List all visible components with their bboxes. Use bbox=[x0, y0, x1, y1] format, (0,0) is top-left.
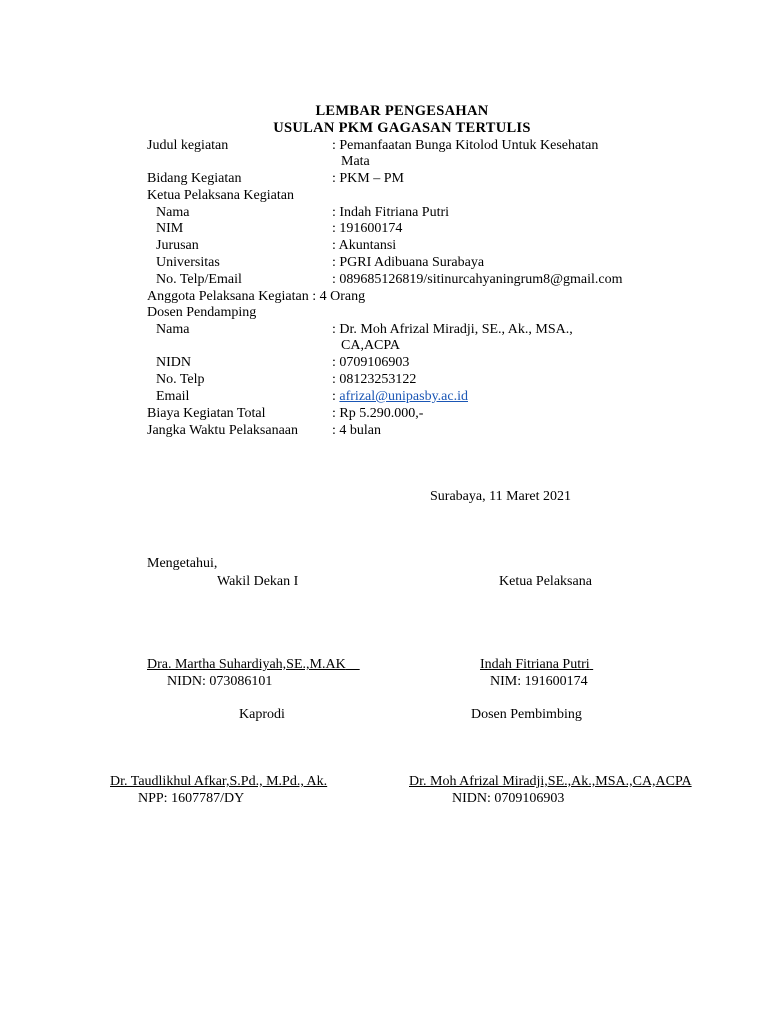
nidn-value: : 0709106903 bbox=[332, 355, 410, 370]
kaprodi-name: Dr. Taudlikhul Afkar,S.Pd., M.Pd., Ak. bbox=[110, 774, 328, 789]
nim-value: : 191600174 bbox=[332, 221, 403, 236]
wakil-dekan-name-text: Dra. Martha Suhardiyah,SE.,M.AK bbox=[147, 657, 346, 672]
judul-label: Judul kegiatan bbox=[147, 138, 229, 153]
email-colon: : bbox=[332, 389, 340, 404]
ketua-pelaksana-title: Ketua Pelaksana bbox=[499, 574, 592, 589]
email-link[interactable]: afrizal@unipasby.ac.id bbox=[339, 389, 468, 404]
place-date: Surabaya, 11 Maret 2021 bbox=[430, 489, 571, 504]
nim-label: NIM bbox=[156, 221, 184, 236]
jangka-label: Jangka Waktu Pelaksanaan bbox=[147, 423, 299, 438]
bidang-label: Bidang Kegiatan bbox=[147, 171, 242, 186]
ketua-name-text: Indah Fitriana Putri bbox=[480, 657, 590, 672]
title-line-2: USULAN PKM GAGASAN TERTULIS bbox=[273, 120, 531, 136]
wakil-dekan-name bbox=[147, 657, 360, 674]
email-label: Email bbox=[156, 389, 190, 404]
universitas-label: Universitas bbox=[156, 255, 220, 270]
dosen-nama-value: : Dr. Moh Afrizal Miradji, SE., Ak., MSA., bbox=[332, 322, 573, 337]
dosen-nama-value-cont: CA,ACPA bbox=[341, 338, 401, 353]
telp-email-label: No. Telp/Email bbox=[156, 272, 242, 287]
dosen-nama-label: Nama bbox=[156, 322, 190, 337]
nidn-label: NIDN bbox=[156, 355, 191, 370]
jangka-value: : 4 bulan bbox=[332, 423, 381, 438]
wakil-dekan-title: Wakil Dekan I bbox=[217, 574, 299, 589]
wakil-dekan-id: NIDN: 073086101 bbox=[167, 674, 273, 689]
pembimbing-name: Dr. Moh Afrizal Miradji,SE.,Ak.,MSA.,CA,ACPA bbox=[409, 774, 692, 789]
pembimbing-title: Dosen Pembimbing bbox=[471, 707, 582, 722]
ketua-name bbox=[480, 657, 593, 674]
judul-value-cont: Mata bbox=[341, 154, 370, 169]
universitas-value: : PGRI Adibuana Surabaya bbox=[332, 255, 485, 270]
telp-email-value: : 089685126819/sitinurcahyaningrum8@gmail.com bbox=[332, 272, 623, 287]
jurusan-label: Jurusan bbox=[156, 238, 199, 253]
nama-label: Nama bbox=[156, 205, 190, 220]
judul-value: : Pemanfaatan Bunga Kitolod Untuk Kesehatan bbox=[332, 138, 599, 153]
mengetahui-label: Mengetahui, bbox=[147, 556, 218, 571]
email-row bbox=[332, 389, 468, 406]
kaprodi-title: Kaprodi bbox=[239, 707, 285, 722]
biaya-label: Biaya Kegiatan Total bbox=[147, 406, 266, 421]
dosen-telp-label: No. Telp bbox=[156, 372, 205, 387]
dosen-heading: Dosen Pendamping bbox=[147, 305, 257, 320]
ketua-id: NIM: 191600174 bbox=[490, 674, 588, 689]
biaya-value: : Rp 5.290.000,- bbox=[332, 406, 424, 421]
nama-value: : Indah Fitriana Putri bbox=[332, 205, 450, 220]
kaprodi-id: NPP: 1607787/DY bbox=[138, 791, 245, 806]
pembimbing-id: NIDN: 0709106903 bbox=[452, 791, 565, 806]
dosen-telp-value: : 08123253122 bbox=[332, 372, 417, 387]
ketua-heading: Ketua Pelaksana Kegiatan bbox=[147, 188, 294, 203]
title-line-1: LEMBAR PENGESAHAN bbox=[315, 103, 489, 119]
bidang-value: : PKM – PM bbox=[332, 171, 404, 186]
anggota-line: Anggota Pelaksana Kegiatan : 4 Orang bbox=[147, 289, 366, 304]
jurusan-value: : Akuntansi bbox=[332, 238, 397, 253]
